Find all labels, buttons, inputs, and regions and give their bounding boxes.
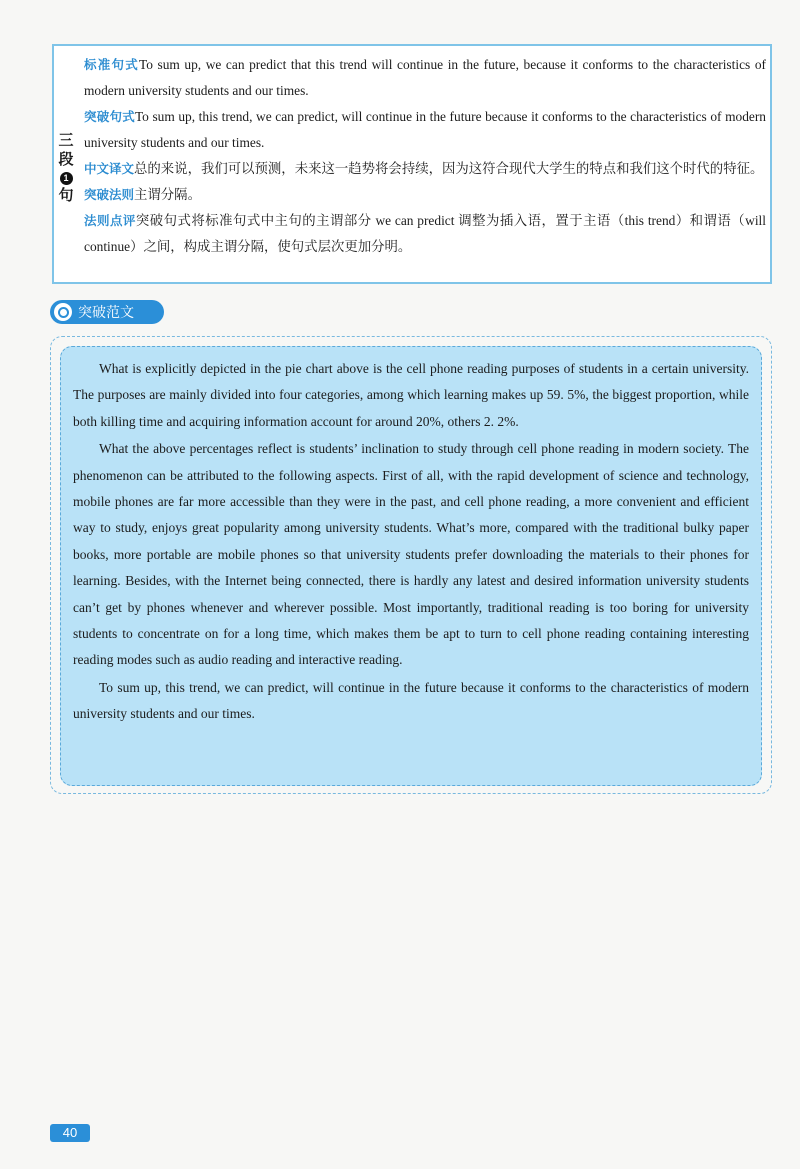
row-label: 标准句式: [84, 57, 139, 72]
essay-paragraph-1: What is explicitly depicted in the pie chart above is the cell phone reading purposes of students in a certain university. The purposes are mainly divided into four categories, among which learning makes up 59. 5%, the biggest proportion, while both killing time and acquiring information account for around 20%, others 2. 2%.: [73, 361, 749, 429]
row-label: 中文译文: [84, 161, 135, 176]
row-rule: [84, 182, 766, 208]
row-label: 突破句式: [84, 109, 135, 124]
row-text: 总的来说，我们可以预测，未来这一趋势将会持续，因为这符合现代大学生的特点和我们这个时代的特征。: [134, 161, 764, 176]
side-char-1: 三: [58, 133, 74, 149]
row-breakthrough-sentence: [84, 104, 766, 156]
model-essay: [60, 346, 762, 786]
row-standard-sentence: [84, 52, 766, 104]
analysis-rows: [84, 52, 766, 260]
side-number-badge: 1: [60, 172, 73, 185]
essay-paragraph-3: To sum up, this trend, we can predict, will continue in the future because it conforms to the characteristics of modern university students and our times.: [73, 679, 749, 722]
row-text: 突破句式将标准句式中主句的主谓部分 we can predict 调整为插入语，置于主语（this trend）和谓语（will continue）之间，构成主谓分隔，使句式层次更加分明。: [84, 213, 766, 254]
page-number: 40: [50, 1124, 90, 1142]
sentence-analysis-box: [52, 44, 772, 284]
section-heading-text: 突破范文: [78, 305, 134, 321]
row-rule-comment: [84, 208, 766, 260]
side-char-2: 段: [58, 152, 74, 168]
row-text: 主谓分隔。: [134, 187, 201, 202]
essay-paragraph-2: What the above percentages reflect is students’ inclination to study through cell phone reading in modern society. The phenomenon can be attributed to the following aspects. First of all, with the rapid development of science and technology, mobile phones are far more accessible than they were in the past, and cell phone reading, a more convenient and efficient way to study, enjoys great popularity among university students. What’s more, compared with the traditional bulky paper books, more portable are mobile phones so that university students prefer downloading the materials to their phones for learning. Besides, with the Internet being connected, there is hardly any latest and desired information university students can’t get by phones whenever and wherever possible. Most importantly, traditional reading is too boring for university students to concentrate on for a long time, which makes them be apt to turn to cell phone reading containing interesting reading modes such as audio reading and interactive reading.: [73, 441, 749, 668]
row-chinese-translation: [84, 156, 766, 182]
section-heading: [50, 300, 164, 324]
section-side-label: [58, 132, 74, 206]
side-char-3: 句: [58, 188, 74, 204]
row-text: To sum up, we can predict that this trend will continue in the future, because it conforms to the characteristics of modern university students and our times.: [84, 57, 766, 98]
row-text: To sum up, this trend, we can predict, will continue in the future because it conforms to the characteristics of modern university students and our times.: [84, 109, 766, 150]
search-icon: [54, 303, 72, 321]
row-label: 突破法则: [84, 187, 135, 202]
row-label: 法则点评: [84, 213, 136, 228]
